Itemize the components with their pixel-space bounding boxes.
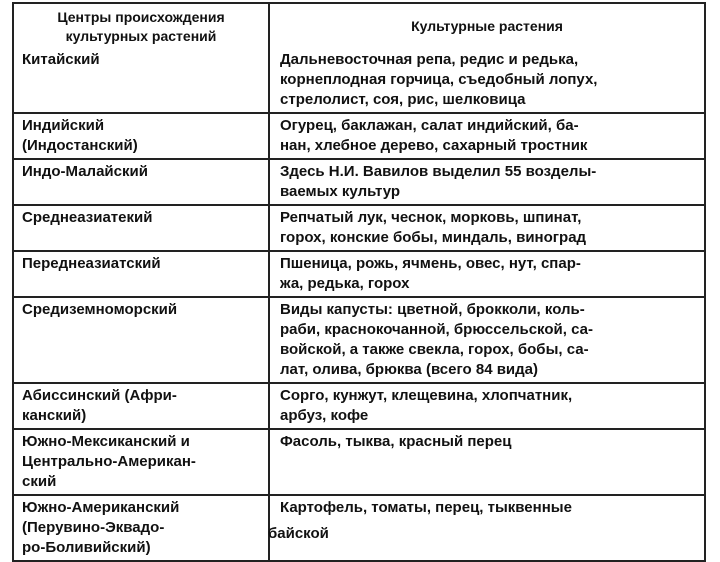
center-name-cell [14, 160, 270, 204]
table-row [14, 494, 704, 560]
center-name-line: Южно-Американский [22, 499, 180, 516]
plants-line: войской, а также свекла, горох, бобы, са- [280, 341, 589, 358]
plants-line: ваемых культур [280, 183, 401, 200]
plants-line: арбуз, кофе [280, 407, 369, 424]
center-name-line: Китайский [22, 51, 100, 68]
center-name-cell [14, 384, 270, 428]
table-header-row [14, 4, 704, 48]
center-name-line: Средиземноморский [22, 301, 178, 318]
center-name-cell [14, 430, 270, 494]
table-row [14, 250, 704, 296]
plants-line: Картофель, томаты, перец, тыквенные [280, 499, 572, 516]
center-name-line: Переднеазиатский [22, 255, 161, 272]
center-name-cell [14, 298, 270, 382]
plants-line: Репчатый лук, чеснок, морковь, шпинат, [280, 209, 582, 226]
center-name-cell [14, 496, 270, 560]
plants-cell [270, 48, 704, 112]
plants-cell [270, 384, 704, 428]
plants-line: Здесь Н.И. Вавилов выделил 55 возделы- [280, 163, 597, 180]
plants-cell [270, 160, 704, 204]
header-plants [270, 4, 704, 48]
header-centers-line: Центры происхождения [57, 9, 225, 25]
plants-line: Фасоль, тыква, красный перец [280, 433, 512, 450]
plants-line: Сорго, кунжут, клещевина, хлопчатник, [280, 387, 573, 404]
plants-line: Пшеница, рожь, ячмень, овес, нут, спар- [280, 255, 581, 272]
center-name-cell [14, 114, 270, 158]
plants-line: горох, конские бобы, миндаль, виноград [280, 229, 587, 246]
cut-off-caption: байской [268, 526, 329, 540]
plants-cell [270, 206, 704, 250]
header-plants-text: Культурные растения [411, 18, 563, 34]
table-row [14, 382, 704, 428]
plants-cell [270, 430, 704, 494]
center-name-line: Индийский [22, 117, 105, 134]
center-name-cell [14, 252, 270, 296]
table-row [14, 204, 704, 250]
table-row [14, 428, 704, 494]
plants-line: стрелолист, соя, рис, шелковица [280, 91, 526, 108]
plants-cell [270, 252, 704, 296]
table-row [14, 296, 704, 382]
plants-line: корнеплодная горчица, съедобный лопух, [280, 71, 598, 88]
center-name-line: Южно-Мексиканский и [22, 433, 190, 450]
plants-cell [270, 114, 704, 158]
center-name-line: Центрально-Американ- [22, 453, 196, 470]
center-name-line: Абиссинский (Афри- [22, 387, 177, 404]
header-centers [14, 4, 270, 48]
header-centers-line: культурных растений [65, 28, 217, 44]
center-name-line: канский) [22, 407, 87, 424]
plants-line: нан, хлебное дерево, сахарный тростник [280, 137, 588, 154]
plants-cell [270, 298, 704, 382]
table-row [14, 112, 704, 158]
table-row [14, 48, 704, 112]
center-name-line: (Перувино-Эквадо- [22, 519, 165, 536]
plants-cell [270, 496, 704, 560]
center-name-line: ро-Боливийский) [22, 539, 151, 556]
center-name-line: Индо-Малайский [22, 163, 148, 180]
center-name-line: ский [22, 473, 57, 490]
table-body [14, 48, 704, 560]
center-name-cell [14, 206, 270, 250]
plants-line: Виды капусты: цветной, брокколи, коль- [280, 301, 585, 318]
center-name-cell [14, 48, 270, 112]
center-name-line: (Индостанский) [22, 137, 138, 154]
plants-line: лат, олива, брюква (всего 84 вида) [280, 361, 539, 378]
plants-line: жа, редька, горох [280, 275, 410, 292]
center-name-line: Среднеазиатекий [22, 209, 153, 226]
plants-line: Дальневосточная репа, редис и редька, [280, 51, 579, 68]
table-row [14, 158, 704, 204]
plants-line: раби, краснокочанной, брюссельской, са- [280, 321, 593, 338]
plants-line: Огурец, баклажан, салат индийский, ба- [280, 117, 579, 134]
centers-of-origin-table [12, 2, 706, 562]
